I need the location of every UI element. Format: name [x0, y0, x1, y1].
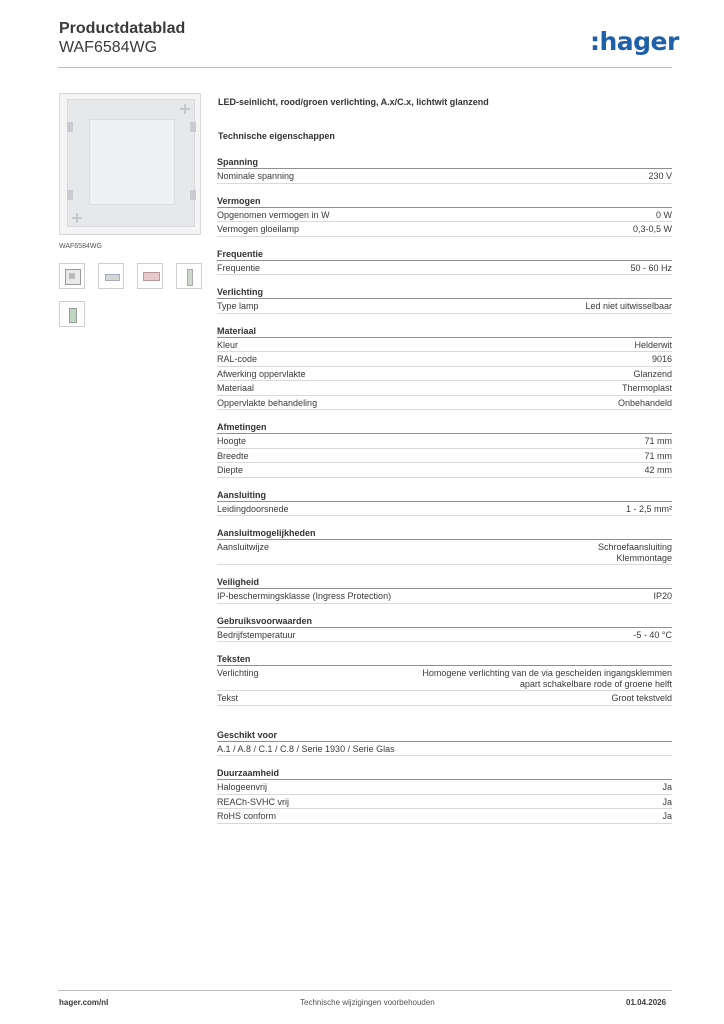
spec-value: 0,3-0,5 W [632, 224, 672, 234]
spec-value: Groot tekstveld [611, 693, 672, 703]
spec-value: Ja [662, 796, 672, 807]
spec-row [217, 352, 672, 367]
spec-section [217, 730, 672, 757]
spec-section-title: Verlichting [217, 287, 672, 299]
spec-section [217, 654, 672, 706]
spec-value: Thermoplast [621, 383, 672, 393]
spec-section [217, 422, 672, 478]
spec-section-title: Materiaal [217, 326, 672, 338]
spec-section-title: Frequentie [217, 249, 672, 261]
spec-value: 42 mm [644, 465, 672, 475]
spec-row [217, 795, 672, 810]
article-number: WAF6584WG [59, 39, 158, 56]
spec-row [217, 449, 672, 464]
spec-section-title: Geschikt voor [217, 730, 672, 742]
spec-section-title: Veiligheid [217, 577, 672, 589]
screw-icon [72, 213, 82, 223]
product-image [59, 93, 201, 235]
spec-label: Leidingdoorsnede [217, 503, 289, 514]
spec-value: Homogene verlichting van de via gescheiden ingangsklemmen apart schakelbare rode of groene helft [422, 668, 672, 689]
spec-row [217, 742, 672, 757]
spec-section-title: Aansluiting [217, 490, 672, 502]
spec-section [217, 528, 672, 565]
spec-row [217, 169, 672, 184]
spec-section-title: Duurzaamheid [217, 768, 672, 780]
spec-row [217, 381, 672, 396]
spec-value: 1 - 2,5 mm² [625, 503, 672, 514]
thumbnail-detail[interactable] [59, 301, 85, 327]
spec-value: -5 - 40 °C [633, 629, 672, 640]
spec-row [217, 208, 672, 223]
spec-section [217, 616, 672, 643]
thumbnail-connection[interactable] [137, 263, 163, 289]
spec-value: Glanzend [633, 368, 672, 379]
spec-label: Kleur [217, 339, 239, 350]
spec-label: IP-beschermingsklasse (Ingress Protection) [217, 591, 392, 601]
spec-value: 9016 [651, 354, 672, 364]
spec-section-title: Vermogen [217, 196, 672, 208]
spec-label: A.1 / A.8 / C.1 / C.8 / Serie 1930 / Serie Glas [217, 743, 395, 754]
header-divider [58, 67, 672, 68]
footer-website[interactable]: hager.com/nl [59, 998, 109, 1007]
spec-value: Ja [662, 811, 672, 821]
spec-label: Diepte [217, 465, 244, 475]
footer-disclaimer: Technische wijzigingen voorbehouden [300, 998, 435, 1007]
spec-value: 230 V [648, 171, 672, 181]
spec-value: 0 W [655, 209, 672, 220]
spec-row [217, 691, 672, 706]
spec-label: Nominale spanning [217, 171, 295, 181]
thumbnail-front[interactable] [59, 263, 85, 289]
spec-label: Opgenomen vermogen in W [217, 209, 330, 220]
product-image-caption: WAF6584WG [59, 243, 102, 250]
spec-label: Tekst [217, 693, 239, 703]
spec-label: Type lamp [217, 301, 259, 311]
spec-label: Bedrijfstemperatuur [217, 629, 296, 640]
spec-label: RoHS conform [217, 811, 277, 821]
spec-label: Halogeenvrij [217, 782, 268, 792]
spec-section [217, 196, 672, 237]
spec-row [217, 540, 672, 565]
hager-logo: :hager [590, 27, 679, 56]
thumbnail-profile[interactable] [176, 263, 202, 289]
spec-row [217, 502, 672, 517]
spec-row [217, 367, 672, 382]
spec-label: REACh-SVHC vrij [217, 796, 290, 807]
spec-row [217, 434, 672, 449]
spec-label: Frequentie [217, 262, 261, 273]
document-title: Productdatablad [59, 20, 186, 37]
spec-section-title: Teksten [217, 654, 672, 666]
spec-label: Materiaal [217, 383, 255, 393]
spec-section [217, 287, 672, 314]
footer-date: 01.04.2026 [626, 998, 667, 1007]
technical-heading: Technische eigenschappen [218, 131, 335, 141]
spec-value: 71 mm [644, 436, 672, 446]
spec-value: Helderwit [634, 339, 672, 350]
spec-label: RAL-code [217, 354, 258, 364]
spec-table [217, 157, 672, 824]
spec-value: IP20 [653, 591, 672, 601]
product-description: LED-seinlicht, rood/groen verlichting, A.x/C.x, lichtwit glanzend [218, 97, 489, 107]
footer-divider [58, 990, 672, 991]
spec-section [217, 326, 672, 411]
spec-label: Vermogen gloeilamp [217, 224, 300, 234]
spec-label: Oppervlakte behandeling [217, 397, 318, 408]
spec-label: Afwerking oppervlakte [217, 368, 306, 379]
spec-value: Onbehandeld [617, 397, 672, 408]
spec-section [217, 768, 672, 824]
thumbnail-side[interactable] [98, 263, 124, 289]
spec-value: 71 mm [644, 450, 672, 461]
spec-row [217, 338, 672, 353]
spec-section-title: Afmetingen [217, 422, 672, 434]
spec-section [217, 157, 672, 184]
spec-section [217, 577, 672, 604]
signal-lens [89, 119, 175, 205]
spec-section-title: Aansluitmogelijkheden [217, 528, 672, 540]
spec-row [217, 780, 672, 795]
spec-value: Ja [662, 782, 672, 792]
cover-plate [67, 99, 195, 227]
spec-value: 50 - 60 Hz [630, 262, 672, 273]
spec-row [217, 222, 672, 237]
spec-label: Hoogte [217, 436, 247, 446]
spec-value: Schroefaansluiting Klemmontage [597, 542, 672, 563]
spec-row [217, 666, 672, 691]
plate-clip [190, 190, 196, 200]
spec-section [217, 490, 672, 517]
spec-row [217, 396, 672, 411]
plate-clip [67, 122, 73, 132]
spec-row [217, 589, 672, 604]
spec-label: Breedte [217, 450, 249, 461]
spec-row [217, 628, 672, 643]
spec-value: Led niet uitwisselbaar [585, 301, 672, 311]
spec-row [217, 463, 672, 478]
spec-label: Verlichting [217, 668, 259, 678]
spec-section [217, 249, 672, 276]
spec-section-title: Gebruiksvoorwaarden [217, 616, 672, 628]
spec-label: Aansluitwijze [217, 542, 270, 552]
spec-row [217, 809, 672, 824]
plate-clip [67, 190, 73, 200]
plate-clip [190, 122, 196, 132]
spec-section-title: Spanning [217, 157, 672, 169]
spec-row [217, 299, 672, 314]
spec-row [217, 261, 672, 276]
screw-icon [180, 104, 190, 114]
